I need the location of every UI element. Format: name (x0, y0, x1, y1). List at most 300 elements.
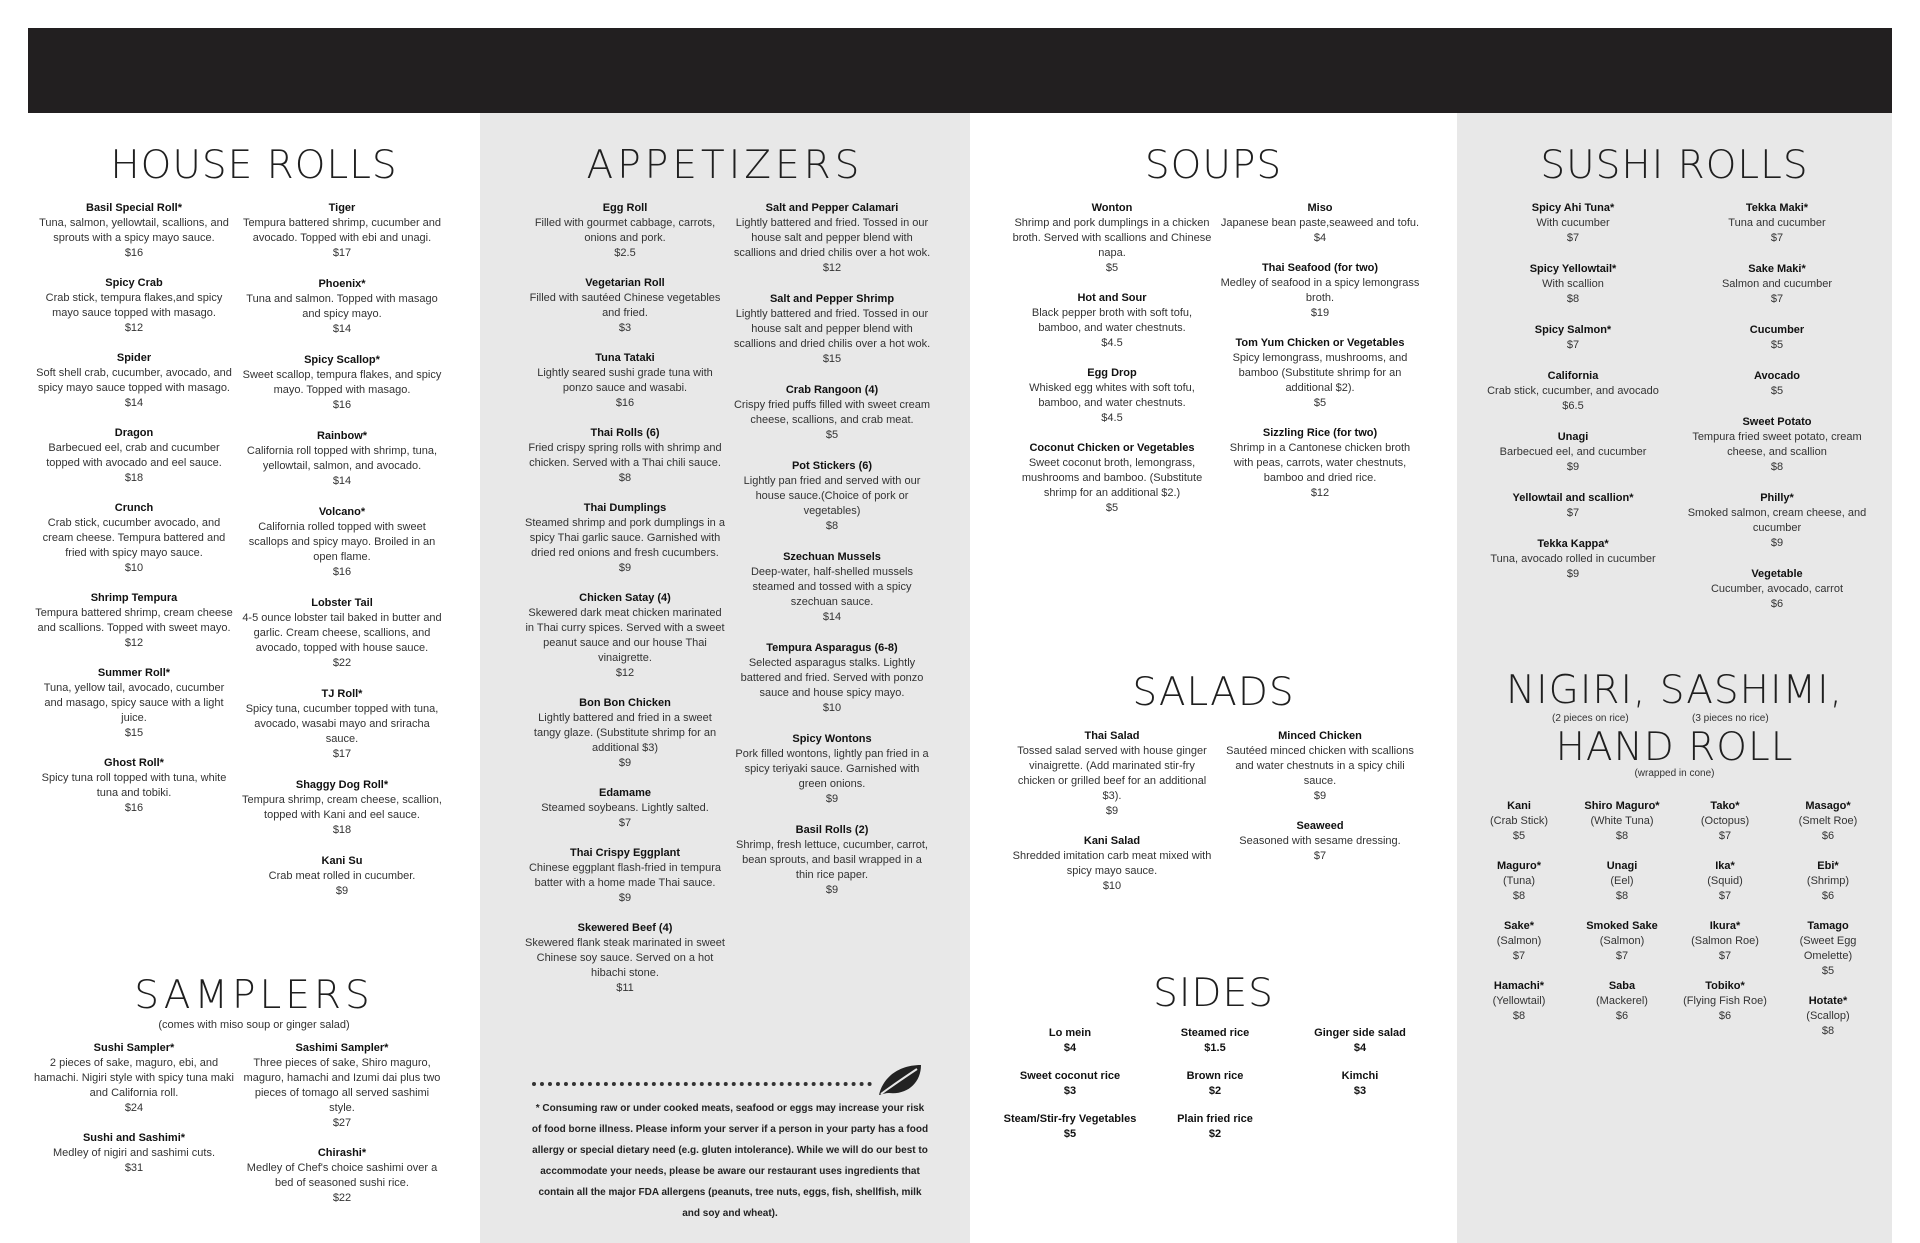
menu-item (1572, 979, 1672, 1024)
sides-title: SIDES (1153, 971, 1274, 1016)
menu-item-description: (Smelt Roe) (1798, 815, 1858, 827)
sashimi-note: (3 pieces no rice) (1692, 713, 1769, 724)
menu-item-price: $12 (1310, 487, 1330, 499)
menu-item-price: $7 (1566, 339, 1580, 351)
menu-item-name: Masago* (1805, 800, 1851, 812)
samplers-left-column (34, 1041, 234, 1191)
menu-item-name: Thai Seafood (for two) (1261, 262, 1379, 274)
menu-item-price: $15 (124, 727, 144, 739)
menu-item (1473, 262, 1673, 307)
menu-item-name: Szechuan Mussels (783, 551, 881, 563)
menu-item-price: $17 (332, 748, 352, 760)
menu-item-description: (Salmon) (1496, 935, 1542, 947)
menu-item (1778, 994, 1878, 1039)
menu-item (1677, 323, 1877, 353)
menu-item-price: $6 (1821, 830, 1835, 842)
menu-item-description: Spicy tuna, cucumber topped with tuna, avocado, wasabi mayo and sriracha sauce. (245, 703, 439, 745)
menu-item-price: $10 (124, 562, 144, 574)
menu-item-price: $8 (1615, 890, 1629, 902)
menu-item-name: Thai Crispy Eggplant (569, 847, 680, 859)
menu-item (732, 201, 932, 276)
menu-item-description: Shrimp in a Cantonese chicken broth with peas, carrots, water chestnuts, bamboo and dried rice. (1229, 442, 1411, 484)
dotted-divider (532, 1082, 872, 1086)
samplers-title: SAMPLERS (134, 973, 374, 1018)
menu-item (1572, 919, 1672, 964)
menu-item (1778, 799, 1878, 844)
menu-item (1778, 919, 1878, 979)
menu-item-description: Shredded imitation carb meat mixed with spicy mayo sauce. (1012, 850, 1212, 877)
menu-item-description: Soft shell crab, cucumber, avocado, and spicy mayo sauce topped with masago. (36, 367, 232, 394)
appetizers-left-column (525, 201, 725, 1011)
menu-item-description: Tuna, yellow tail, avocado, cucumber and masago, spicy sauce with a light juice. (43, 682, 225, 724)
menu-item-description: Barbecued eel, crab and cucumber topped with avocado and eel sauce. (46, 442, 222, 469)
menu-item-price: $12 (124, 637, 144, 649)
menu-item-name: Seaweed (1296, 820, 1344, 832)
menu-item-description: (Shrimp) (1806, 875, 1850, 887)
nigiri-title-line2: HAND ROLL (1555, 725, 1794, 770)
nigiri-note: (2 pieces on rice) (1552, 713, 1629, 724)
menu-item-price: $16 (332, 566, 352, 578)
menu-item-price: $7 (1566, 232, 1580, 244)
menu-item-description: Lightly pan fried and served with our house sauce.(Choice of pork or vegetables) (743, 475, 921, 517)
menu-item (242, 277, 442, 337)
menu-item-price: $7 (1313, 850, 1327, 862)
menu-item-name: Hotate* (1808, 995, 1848, 1007)
menu-item-name: Plain fried rice (1177, 1113, 1253, 1125)
menu-item-name: Chicken Satay (4) (579, 592, 671, 604)
menu-item (1012, 366, 1212, 426)
menu-item-name: Spicy Yellowtail* (1529, 263, 1617, 275)
soups-right-column (1220, 201, 1420, 516)
menu-item-description: Shrimp and pork dumplings in a chicken broth. Served with scallions and Chinese napa. (1012, 217, 1212, 259)
menu-item-price: $14 (822, 611, 842, 623)
menu-item (1675, 979, 1775, 1024)
menu-item-price: $18 (332, 824, 352, 836)
menu-item-price: $2 (1208, 1128, 1222, 1140)
menu-item-price: $3 (1063, 1085, 1077, 1097)
menu-item-name: Steamed rice (1180, 1027, 1250, 1039)
menu-item (525, 921, 725, 996)
menu-item-description: Sautéed minced chicken with scallions and water chestnuts in a spicy chili sauce. (1226, 745, 1414, 787)
menu-item-description: Crispy fried puffs filled with sweet cream cheese, scallions, and crab meat. (733, 399, 931, 426)
menu-item (242, 778, 442, 838)
menu-item-name: Ghost Roll* (104, 757, 164, 769)
menu-item-price: $12 (124, 322, 144, 334)
menu-item-description: (Tuna) (1503, 875, 1535, 887)
leaf-icon (877, 1063, 923, 1097)
menu-item-description: Seasoned with sesame dressing. (1239, 835, 1401, 847)
menu-item-name: Vegetarian Roll (585, 277, 665, 289)
house-rolls-right-column (242, 201, 442, 915)
menu-item-description: Tuna, salmon, yellowtail, scallions, and sprouts with a spicy mayo sauce. (39, 217, 229, 244)
menu-item-price: $6.5 (1562, 400, 1584, 412)
menu-item (1469, 919, 1569, 964)
menu-item (525, 696, 725, 771)
menu-item-name: Sashimi Sampler* (295, 1042, 389, 1054)
menu-item-name: Tekka Maki* (1745, 202, 1809, 214)
menu-item (1145, 1069, 1285, 1099)
menu-item-price: $9 (825, 793, 839, 805)
menu-item-description: Tuna and salmon. Topped with masago and spicy mayo. (246, 293, 438, 320)
sides-column-1 (1000, 1026, 1140, 1155)
menu-item-price: $8 (825, 520, 839, 532)
menu-item (1012, 201, 1212, 276)
menu-item (34, 756, 234, 816)
menu-item (1675, 799, 1775, 844)
menu-item-name: Kani Su (321, 855, 363, 867)
menu-item (1220, 336, 1420, 411)
menu-item-description: With cucumber (1536, 217, 1610, 229)
menu-item-name: TJ Roll* (321, 688, 363, 700)
sushi-rolls-left-column (1473, 201, 1673, 598)
menu-item-name: Cucumber (1749, 324, 1805, 336)
menu-item-price: $4 (1353, 1042, 1367, 1054)
menu-item-name: Lobster Tail (311, 597, 373, 609)
menu-item-description: Spicy lemongrass, mushrooms, and bamboo (Substitute shrimp for an additional $2). (1232, 352, 1408, 394)
menu-item-price: $9 (825, 884, 839, 896)
menu-item-price: $4.5 (1101, 337, 1123, 349)
menu-item-description: California roll topped with shrimp, tuna, yellowtail, salmon, and avocado. (246, 445, 438, 472)
menu-item-price: $9 (1770, 537, 1784, 549)
menu-item-name: Shrimp Tempura (90, 592, 178, 604)
menu-item-description: (Mackerel) (1596, 995, 1648, 1007)
menu-item-description: Steamed shrimp and pork dumplings in a spicy Thai garlic sauce. Garnished with dried red onions and fresh cucumbers. (525, 517, 725, 559)
menu-item-description: Japanese bean paste,seaweed and tofu. (1220, 217, 1420, 229)
menu-item-name: Yellowtail and scallion* (1512, 492, 1634, 504)
menu-item-price: $7 (1718, 890, 1732, 902)
menu-item-description: (Crab Stick) (1489, 815, 1549, 827)
soups-left-column (1012, 201, 1212, 531)
menu-item-price: $16 (332, 399, 352, 411)
sushi-rolls-title: SUSHI ROLLS (1540, 143, 1809, 188)
menu-item (1778, 859, 1878, 904)
menu-item (34, 276, 234, 336)
menu-item-name: Steam/Stir-fry Vegetables (1003, 1113, 1137, 1125)
menu-item-name: Crab Rangoon (4) (785, 384, 879, 396)
menu-item-price: $7 (1718, 830, 1732, 842)
menu-item-name: Avocado (1753, 370, 1801, 382)
menu-item (1012, 729, 1212, 819)
menu-item (1145, 1112, 1285, 1142)
menu-item-description: Black pepper broth with soft tofu, bamboo, and water chestnuts. (1031, 307, 1193, 334)
salads-title: SALADS (1132, 670, 1295, 715)
menu-item-price: $2.5 (614, 247, 636, 259)
menu-item-name: Skewered Beef (4) (577, 922, 673, 934)
menu-item-description: Pork filled wontons, lightly pan fried in a spicy teriyaki sauce. Garnished with green onions. (735, 748, 929, 790)
menu-item-price: $9 (618, 757, 632, 769)
menu-item (732, 459, 932, 534)
menu-item-description: Tuna, avocado rolled in cucumber (1490, 553, 1656, 565)
menu-item-price: $4 (1313, 232, 1327, 244)
menu-item (34, 1131, 234, 1176)
menu-item (1675, 859, 1775, 904)
menu-item (1572, 859, 1672, 904)
menu-item-description: Skewered dark meat chicken marinated in Thai curry spices. Served with a sweet peanut sauce and our house Thai vinaigrette. (525, 607, 725, 664)
menu-item-name: Sushi Sampler* (93, 1042, 175, 1054)
menu-item-name: Edamame (599, 787, 651, 799)
menu-item (525, 846, 725, 906)
menu-item-description: (Flying Fish Roe) (1683, 995, 1767, 1007)
menu-item (732, 823, 932, 898)
menu-item-name: Tobiko* (1705, 980, 1745, 992)
sides-column-3 (1290, 1026, 1430, 1112)
menu-item (525, 786, 725, 831)
menu-item-price: $9 (1105, 805, 1119, 817)
menu-item (1000, 1069, 1140, 1099)
menu-item (1677, 415, 1877, 475)
menu-item (1473, 430, 1673, 475)
menu-item-price: $16 (124, 802, 144, 814)
sushi-rolls-right-column (1677, 201, 1877, 628)
menu-item-price: $5 (1105, 262, 1119, 274)
menu-item-description: Tempura battered shrimp, cream cheese and scallions. Topped with sweet mayo. (35, 607, 233, 634)
menu-item (1012, 291, 1212, 351)
menu-item-price: $6 (1821, 890, 1835, 902)
house-rolls-panel (28, 113, 480, 1243)
menu-item-name: Smoked Sake (1586, 920, 1658, 932)
menu-item (525, 201, 725, 261)
menu-item-name: Shiro Maguro* (1584, 800, 1660, 812)
menu-item-name: Spicy Crab (105, 277, 163, 289)
soups-title: SOUPS (1144, 143, 1283, 188)
menu-item-name: Ginger side salad (1314, 1027, 1406, 1039)
menu-item-price: $5 (1105, 502, 1119, 514)
menu-item-name: Thai Rolls (6) (590, 427, 660, 439)
menu-item (525, 351, 725, 411)
menu-item-description: Selected asparagus stalks. Lightly battered and fried. Served with ponzo sauce and house spicy mayo. (740, 657, 924, 699)
menu-item (242, 353, 442, 413)
soups-panel (970, 113, 1457, 1243)
menu-item-description: Smoked salmon, cream cheese, and cucumber (1687, 507, 1867, 534)
menu-item-name: Miso (1307, 202, 1333, 214)
menu-item-description: Sweet scallop, tempura flakes, and spicy mayo. Topped with masago. (242, 369, 442, 396)
menu-item-price: $8 (1615, 830, 1629, 842)
menu-item-name: Lo mein (1048, 1027, 1092, 1039)
menu-item (1000, 1112, 1140, 1142)
menu-item (1473, 201, 1673, 246)
menu-item-price: $9 (335, 885, 349, 897)
menu-item-price: $1.5 (1204, 1042, 1226, 1054)
menu-item-description: Crab meat rolled in cucumber. (268, 870, 416, 882)
samplers-subtitle: (comes with miso soup or ginger salad) (158, 1019, 350, 1031)
menu-item-description: Tempura fried sweet potato, cream cheese, and scallion (1692, 431, 1862, 458)
menu-item-name: Spicy Salmon* (1534, 324, 1612, 336)
menu-item-name: California (1547, 370, 1599, 382)
menu-item-name: Salt and Pepper Calamari (765, 202, 899, 214)
menu-item-price: $7 (1566, 507, 1580, 519)
appetizers-right-column (732, 201, 932, 914)
menu-item-price: $16 (124, 247, 144, 259)
menu-item-name: Unagi (1606, 860, 1638, 872)
menu-item-name: Salt and Pepper Shrimp (769, 293, 895, 305)
menu-item-name: Hamachi* (1493, 980, 1545, 992)
menu-item-price: $14 (332, 323, 352, 335)
menu-item-price: $4 (1063, 1042, 1077, 1054)
menu-item-name: Tiger (328, 202, 356, 214)
menu-item-price: $9 (618, 562, 632, 574)
header-bar (28, 28, 1892, 113)
menu-item-name: Basil Special Roll* (86, 202, 182, 214)
menu-item-description: (Salmon) (1599, 935, 1645, 947)
menu-item-name: Tuna Tataki (595, 352, 655, 364)
menu-item-description: Lightly seared sushi grade tuna with ponzo sauce and wasabi. (537, 367, 713, 394)
menu-item (1012, 834, 1212, 894)
samplers-right-column (242, 1041, 442, 1221)
menu-item-price: $12 (822, 262, 842, 274)
menu-item-name: Kani (1507, 800, 1531, 812)
menu-item-description: (Squid) (1707, 875, 1743, 887)
menu-item-description: Chinese eggplant flash-fried in tempura batter with a home made Thai sauce. (528, 862, 721, 889)
menu-item-name: Volcano* (318, 506, 366, 518)
menu-item-name: Saba (1608, 980, 1636, 992)
menu-item (525, 426, 725, 486)
menu-item (34, 201, 234, 261)
menu-item-description: 2 pieces of sake, maguro, ebi, and hamachi. Nigiri style with spicy tuna maki and California roll. (34, 1057, 234, 1099)
menu-item-description: 4-5 ounce lobster tail baked in butter and garlic. Cream cheese, scallions, and avocado, topped with house sauce. (242, 612, 442, 654)
menu-item (1220, 426, 1420, 501)
menu-item-price: $6 (1770, 598, 1784, 610)
menu-item-price: $7 (1770, 293, 1784, 305)
menu-item (1220, 819, 1420, 864)
menu-item-description: Lightly battered and fried in a sweet tangy glaze. (Substitute shrimp for an additional $3) (533, 712, 717, 754)
menu-item-name: Spider (116, 352, 152, 364)
menu-item-price: $7 (1512, 950, 1526, 962)
menu-item (242, 687, 442, 762)
menu-item (1012, 441, 1212, 516)
menu-item-name: Minced Chicken (1278, 730, 1362, 742)
menu-item (242, 201, 442, 261)
menu-item-name: Phoenix* (318, 278, 366, 290)
menu-item-price: $7 (1770, 232, 1784, 244)
menu-item-name: Sweet Potato (1742, 416, 1812, 428)
menu-item-price: $31 (124, 1162, 144, 1174)
menu-item-price: $5 (825, 429, 839, 441)
menu-item-description: Shrimp, fresh lettuce, cucumber, carrot, bean sprouts, and basil wrapped in a thin rice paper. (736, 839, 928, 881)
menu-item (1473, 323, 1673, 353)
menu-item (34, 666, 234, 741)
menu-item (1677, 369, 1877, 399)
menu-item-name: Brown rice (1186, 1070, 1244, 1082)
menu-item-price: $11 (616, 982, 634, 994)
menu-item-price: $10 (1102, 880, 1122, 892)
menu-item (242, 854, 442, 899)
house-rolls-title: HOUSE ROLLS (110, 143, 398, 188)
menu-item (34, 1041, 234, 1116)
menu-item-price: $14 (332, 475, 352, 487)
menu-item-price: $5 (1512, 830, 1526, 842)
menu-item (242, 596, 442, 671)
menu-item-price: $9 (618, 892, 632, 904)
menu-item (1290, 1069, 1430, 1099)
menu-item-description: Sweet coconut broth, lemongrass, mushrooms and bamboo. (Substitute shrimp for an additional $2.) (1021, 457, 1203, 499)
menu-item-price: $5 (1770, 385, 1784, 397)
menu-item (1000, 1026, 1140, 1056)
menu-item-price: $3 (618, 322, 632, 334)
allergy-notice: * Consuming raw or under cooked meats, seafood or eggs may increase your risk of food borne illness. Please inform your server if a person in your party has a food allergy or special dietary need (e.g. gluten intolerance). While we will do our best to accommodate your needs, please be aware our restaurant uses ingredients that contain all the major FDA allergens (peanuts, tree nuts, eggs, fish, shellfish, milk and soy and wheat). (531, 1103, 929, 1219)
menu-item (732, 550, 932, 625)
menu-item-price: $9 (1566, 461, 1580, 473)
menu-item-description: Whisked egg whites with soft tofu, bamboo, and water chestnuts. (1029, 382, 1195, 409)
menu-item-description: Medley of nigiri and sashimi cuts. (52, 1147, 215, 1159)
menu-item-description: Cucumber, avocado, carrot (1710, 583, 1844, 595)
menu-item-price: $8 (618, 472, 632, 484)
menu-item (732, 732, 932, 807)
house-rolls-left-column (34, 201, 234, 831)
menu-item-name: Ikura* (1709, 920, 1741, 932)
menu-item (1677, 262, 1877, 307)
menu-item-description: California rolled topped with sweet scallops and spicy mayo. Broiled in an open flame. (248, 521, 436, 563)
menu-item-price: $5 (1063, 1128, 1077, 1140)
menu-item-description: With scallion (1542, 278, 1604, 290)
menu-item-description: (Scallop) (1806, 1010, 1850, 1022)
sushi-rolls-panel (1457, 113, 1892, 1243)
menu-item-price: $8 (1512, 1010, 1526, 1022)
menu-item-description: Fried crispy spring rolls with shrimp and chicken. Served with a Thai chili sauce. (528, 442, 722, 469)
menu-item-price: $6 (1615, 1010, 1629, 1022)
nigiri-column-3 (1675, 799, 1775, 1039)
menu-item-price: $7 (1615, 950, 1629, 962)
menu-item-name: Thai Salad (1084, 730, 1140, 742)
menu-item-name: Tamago (1807, 920, 1849, 932)
menu-item-description: Steamed soybeans. Lightly salted. (541, 802, 709, 814)
menu-item-name: Unagi (1557, 431, 1589, 443)
menu-item-name: Dragon (114, 427, 154, 439)
menu-item (1473, 491, 1673, 521)
menu-item (1473, 369, 1673, 414)
menu-item-price: $18 (124, 472, 144, 484)
menu-item-description: Barbecued eel, and cucumber (1499, 446, 1647, 458)
menu-item-price: $27 (332, 1117, 352, 1129)
menu-item-description: (Octopus) (1700, 815, 1750, 827)
menu-item (732, 292, 932, 367)
menu-item-name: Egg Drop (1087, 367, 1137, 379)
menu-item-description: Medley of Chef's choice sashimi over a bed of seasoned sushi rice. (246, 1162, 438, 1189)
menu-item (1220, 729, 1420, 804)
menu-item (242, 505, 442, 580)
menu-item-description: Salmon and cucumber (1721, 278, 1833, 290)
salads-right-column (1220, 729, 1420, 879)
menu-item-name: Spicy Scallop* (304, 354, 380, 366)
menu-item-name: Shaggy Dog Roll* (295, 779, 389, 791)
menu-item-price: $5 (1770, 339, 1784, 351)
menu-item-name: Tempura Asparagus (6-8) (766, 642, 898, 654)
menu-item-description: (Salmon Roe) (1691, 935, 1759, 947)
menu-item-name: Sake Maki* (1748, 263, 1806, 275)
menu-item-description: Tempura shrimp, cream cheese, scallion, topped with Kani and eel sauce. (242, 794, 442, 821)
menu-item-price: $8 (1566, 293, 1580, 305)
nigiri-column-1 (1469, 799, 1569, 1039)
menu-item-price: $15 (822, 353, 842, 365)
menu-item-description: (Eel) (1610, 875, 1634, 887)
menu-item (732, 383, 932, 443)
menu-item-name: Tekka Kappa* (1537, 538, 1609, 550)
menu-item-price: $16 (615, 397, 635, 409)
menu-item (34, 351, 234, 411)
menu-item (525, 501, 725, 576)
menu-item-description: Medley of seafood in a spicy lemongrass broth. (1220, 277, 1420, 304)
nigiri-title-line1: NIGIRI, SASHIMI, (1505, 668, 1844, 713)
menu-item-price: $8 (1821, 1025, 1835, 1037)
menu-item (1675, 919, 1775, 964)
menu-item (525, 276, 725, 336)
menu-item-price: $4.5 (1101, 412, 1123, 424)
menu-item-name: Hot and Sour (1077, 292, 1147, 304)
menu-item (1469, 799, 1569, 844)
menu-item-name: Spicy Ahi Tuna* (1531, 202, 1615, 214)
nigiri-column-4 (1778, 799, 1878, 1054)
menu-item-price: $5 (1821, 965, 1835, 977)
menu-item-name: Tako* (1710, 800, 1740, 812)
